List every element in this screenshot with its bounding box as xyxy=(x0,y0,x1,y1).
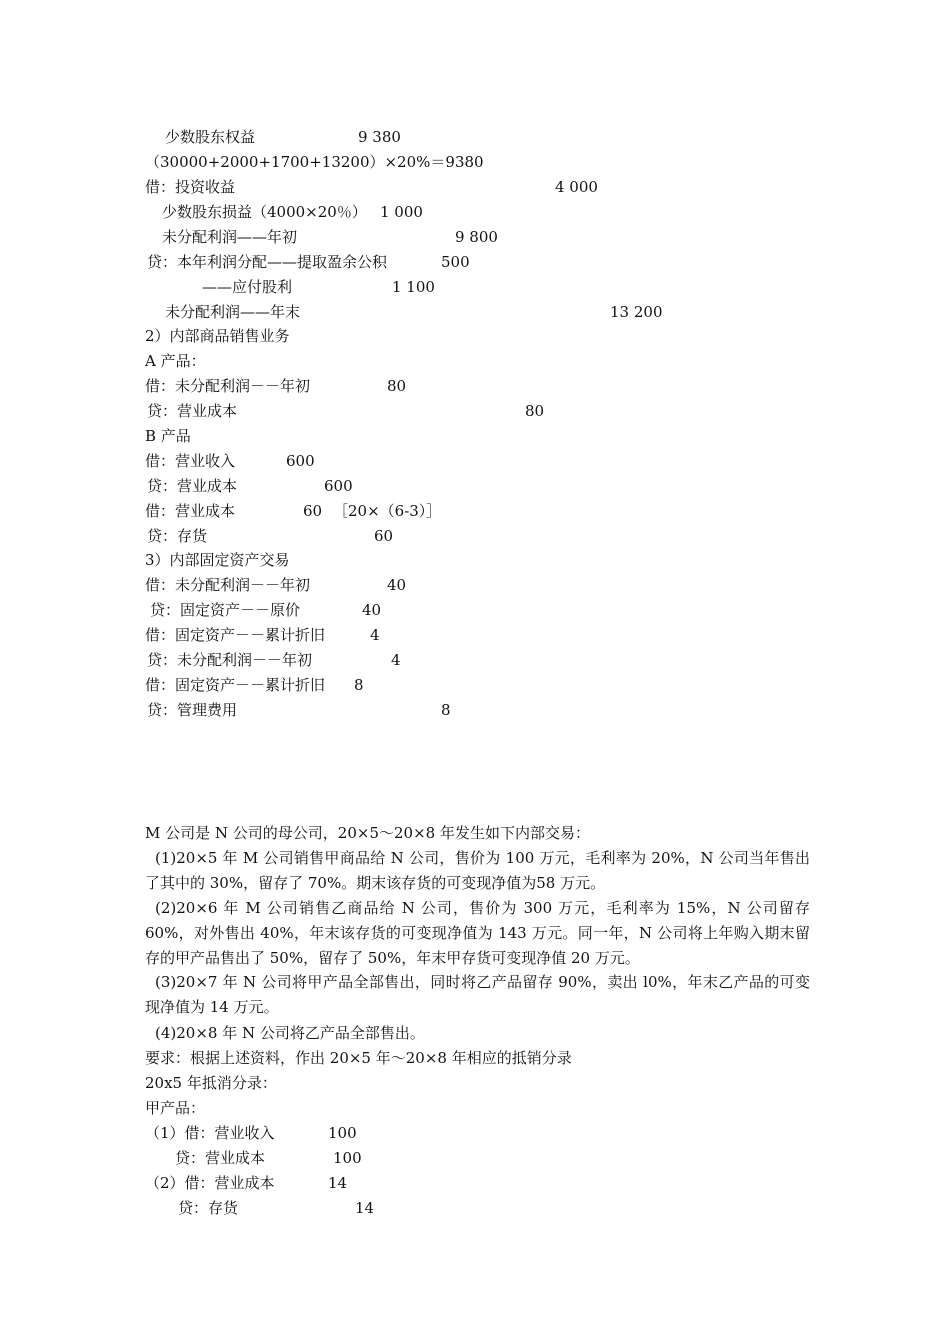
entry-amount: 9 800 xyxy=(455,228,498,246)
entry-formula: （30000+2000+1700+13200）×20%＝9380 xyxy=(145,153,484,171)
entry-label: （2）借：营业成本 xyxy=(145,1174,275,1192)
entry-amount: 500 xyxy=(441,253,470,271)
problem-item: (4)20×8 年 N 公司将乙产品全部售出。 xyxy=(155,1024,425,1042)
entry-amount: 100 xyxy=(328,1124,357,1142)
entry-label: 借：固定资产－－累计折旧 xyxy=(145,626,326,644)
entry-label: 贷：存货 xyxy=(178,1199,239,1217)
section-heading: 3）内部固定资产交易 xyxy=(145,551,290,569)
entry-label: 未分配利润——年初 xyxy=(162,228,298,246)
entry-amount: 60 xyxy=(374,527,394,545)
entry-amount: 600 xyxy=(324,477,353,495)
entry-label: 少数股东损益（4000×20％） xyxy=(162,203,367,221)
entry-amount: 4 xyxy=(391,651,401,669)
entry-label: 未分配利润——年末 xyxy=(165,303,301,321)
entry-amount: 40 xyxy=(387,576,407,594)
entry-label: 借：营业收入 xyxy=(145,452,236,470)
entry-amount: 4 xyxy=(370,626,380,644)
entry-label: 贷：管理费用 xyxy=(147,701,238,719)
entry-amount: 100 xyxy=(333,1149,362,1167)
problem-requirement: 要求：根据上述资料，作出 20×5 年～20×8 年相应的抵销分录 xyxy=(145,1049,572,1067)
product-heading: 甲产品： xyxy=(145,1099,206,1117)
entry-label: （1）借：营业收入 xyxy=(145,1124,275,1142)
entry-label: 贷：未分配利润－－年初 xyxy=(147,651,313,669)
entry-note: ［20×（6-3）］ xyxy=(333,502,442,520)
entry-amount: 4 000 xyxy=(555,178,598,196)
product-heading: A 产品： xyxy=(145,352,206,370)
entry-amount: 14 xyxy=(328,1174,348,1192)
entry-amount: 600 xyxy=(286,452,315,470)
entry-amount: 1 100 xyxy=(392,278,435,296)
entry-label: 借：未分配利润－－年初 xyxy=(145,377,311,395)
entry-label: 贷：营业成本 xyxy=(147,477,238,495)
entry-amount: 60 xyxy=(303,502,323,520)
entry-amount: 8 xyxy=(441,701,451,719)
entry-label: 贷：固定资产－－原价 xyxy=(150,601,301,619)
entry-label: 借：未分配利润－－年初 xyxy=(145,576,311,594)
problem-intro: M 公司是 N 公司的母公司，20×5～20×8 年发生如下内部交易： xyxy=(145,824,590,842)
entry-label: 贷：本年利润分配——提取盈余公积 xyxy=(147,253,388,271)
entry-amount: 80 xyxy=(387,377,407,395)
entry-label: 少数股东权益 xyxy=(165,128,256,146)
section-heading: 2）内部商品销售业务 xyxy=(145,327,290,345)
entry-amount: 13 200 xyxy=(610,303,663,321)
problem-item: (3)20×7 年 N 公司将甲产品全部售出，同时将乙产品留存 90%，卖出 l0%，年末乙产品的可变现净值为 14 万元。 xyxy=(145,973,810,1016)
entry-label: ——应付股利 xyxy=(202,278,293,296)
entry-amount: 8 xyxy=(354,676,364,694)
entry-amount: 1 000 xyxy=(380,203,423,221)
entry-label: 借：营业成本 xyxy=(145,502,236,520)
answer-heading: 20x5 年抵消分录： xyxy=(145,1074,277,1092)
entry-amount: 40 xyxy=(362,601,382,619)
entry-amount: 9 380 xyxy=(358,128,401,146)
entry-label: 借：固定资产－－累计折旧 xyxy=(145,676,326,694)
entry-amount: 80 xyxy=(525,402,545,420)
entry-label: 贷：营业成本 xyxy=(147,402,238,420)
entry-label: 贷：营业成本 xyxy=(175,1149,266,1167)
problem-item: (1)20×5 年 M 公司销售甲商品给 N 公司，售价为 100 万元，毛利率为 20%，N 公司当年售出了其中的 30%，留存了 70%。期末该存货的可变现净值为58 万元。 xyxy=(145,849,810,892)
product-heading: B 产品 xyxy=(145,427,191,445)
entry-label: 借：投资收益 xyxy=(145,178,236,196)
entry-label: 贷：存货 xyxy=(147,527,208,545)
entry-amount: 14 xyxy=(355,1199,375,1217)
problem-item: (2)20×6 年 M 公司销售乙商品给 N 公司，售价为 300 万元，毛利率为 15%，N 公司留存 60%，对外售出 40%，年末该存货的可变现净值为 143 万元。同一年，N 公司将上年购入期末留存的甲产品售出了 50%，留存了 50%，年末甲存货可变现净值 20 万元。 xyxy=(145,899,810,967)
